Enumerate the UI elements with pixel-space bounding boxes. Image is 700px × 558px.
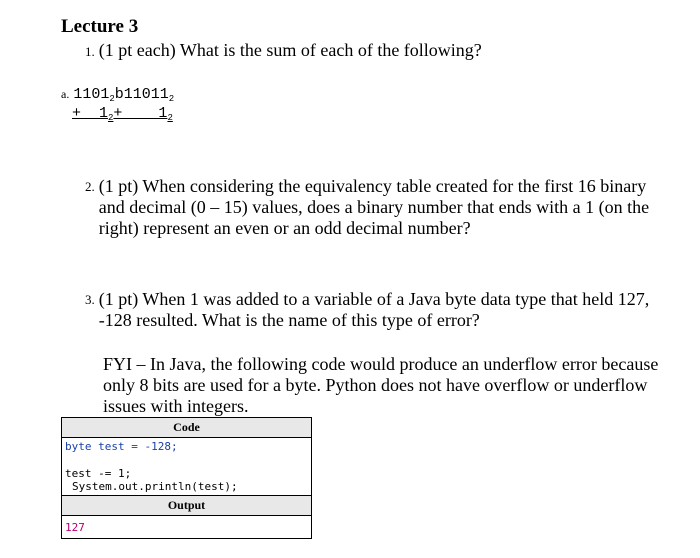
question-1-number: 1.	[85, 44, 95, 59]
output-value: 127	[65, 520, 85, 534]
question-1a-top-line	[61, 85, 174, 103]
code-line-2: test -= 1;	[65, 467, 132, 480]
question-3	[85, 289, 675, 331]
lecture-title: Lecture 3	[61, 16, 139, 37]
code-line-3: System.out.println(test);	[72, 480, 238, 493]
code-line-1-rest: test = -128;	[91, 440, 178, 453]
question-2-text: (1 pt) When considering the equivalency table created for the first 16 binary and decimal (0 – 15) values, does a binary number that ends with a 1 (on the right) represent an even or an odd decimal number?	[98, 176, 650, 238]
base-subscript: 2	[168, 94, 175, 104]
binary-operand-1: 1101	[73, 86, 110, 103]
binary-operand-2: b11011	[114, 86, 169, 103]
base-subscript: 2	[109, 94, 115, 104]
question-1a-bottom-line	[72, 104, 173, 122]
code-output-table	[61, 417, 312, 539]
code-cell	[62, 438, 312, 496]
question-2-number: 2.	[85, 179, 95, 194]
question-1	[85, 40, 482, 61]
base-subscript: 2	[108, 113, 114, 123]
base-subscript: 2	[167, 113, 173, 123]
question-3-number: 3.	[85, 292, 95, 307]
question-2	[85, 176, 675, 239]
code-line-1	[65, 440, 308, 453]
output-cell	[62, 516, 312, 539]
fyi-note: FYI – In Java, the following code would produce an underflow error because only 8 bits are used for a byte. Python does not have overflow or underflow issues with integers.	[103, 354, 659, 416]
output-header: Output	[62, 496, 312, 516]
addend-2: + 1	[113, 105, 168, 122]
code-header: Code	[62, 418, 312, 438]
byte-keyword: byte	[65, 440, 92, 453]
question-1-text: (1 pt each) What is the sum of each of the following?	[98, 40, 482, 60]
addend-1: + 1	[72, 105, 109, 122]
question-3-text: (1 pt) When 1 was added to a variable of a Java byte data type that held 127, -128 resulted. What is the name of this type of error?	[98, 289, 650, 330]
part-a-label: a.	[61, 87, 70, 101]
